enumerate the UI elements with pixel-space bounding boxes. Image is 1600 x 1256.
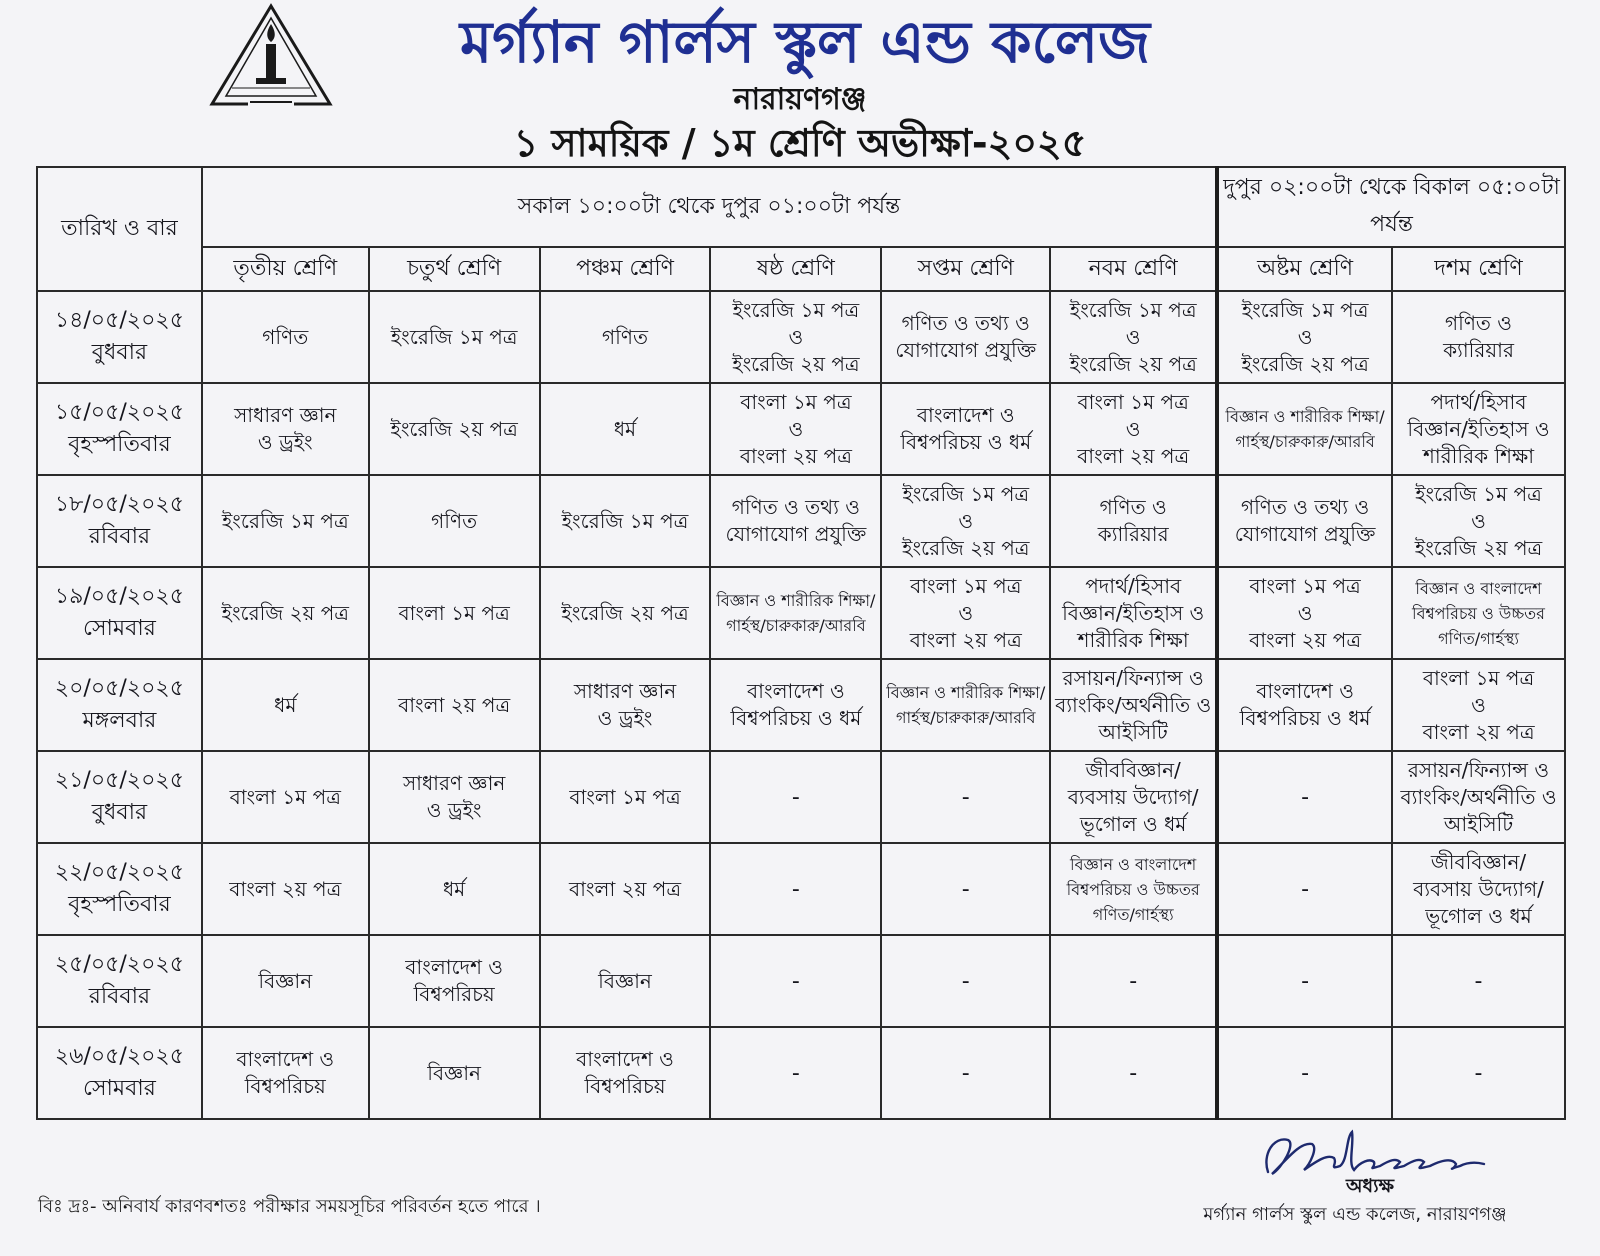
subject-line: - xyxy=(791,784,800,810)
date-cell xyxy=(37,935,202,1027)
subject-line: - xyxy=(1474,968,1483,994)
exam-day: বুধবার xyxy=(91,340,148,365)
subject-line: বিজ্ঞান ও বাংলাদেশ xyxy=(1415,578,1542,598)
subject-line: - xyxy=(961,876,970,902)
subject-line: ইংরেজি ২য় পত্র xyxy=(732,351,860,376)
subject-line: পদার্থ/হিসাব xyxy=(1085,573,1182,598)
subject-line: ইংরেজি ১ম পত্র xyxy=(1241,297,1369,322)
subject-cell xyxy=(710,751,881,843)
subject-line: গণিত ও xyxy=(1445,311,1513,335)
subject-line: বাংলাদেশ ও xyxy=(916,403,1015,427)
subject-cell xyxy=(202,843,369,935)
subject-line: বিজ্ঞান ও শারীরিক শিক্ষা/ xyxy=(716,591,876,610)
subject-line: ও xyxy=(1125,324,1141,349)
subject-line: বাংলা ১ম পত্র xyxy=(740,389,852,414)
table-row xyxy=(37,751,1565,843)
subject-cell xyxy=(540,383,711,475)
subject-line: বাংলা ২য় পত্র xyxy=(229,876,342,901)
subject-line: ধর্ম xyxy=(442,876,466,901)
subject-cell xyxy=(369,843,540,935)
subject-line: বাংলা ১ম পত্র xyxy=(1422,665,1535,690)
subject-line: বিশ্বপরিচয় ও ধর্ম xyxy=(900,430,1032,454)
subject-line: ইংরেজি ১ম পত্র xyxy=(390,324,518,349)
subject-line: বিজ্ঞান ও বাংলাদেশ xyxy=(1070,854,1197,874)
subject-cell xyxy=(1050,475,1217,567)
principal-title: অধ্যক্ষ xyxy=(1345,1175,1394,1197)
principal-organization: মর্গ্যান গার্লস স্কুল এন্ড কলেজ, নারায়ণগঞ্জ xyxy=(1203,1204,1507,1225)
subject-line: বাংলা ১ম পত্র xyxy=(229,784,341,809)
subject-line: বিশ্বপরিচয় ও ধর্ম xyxy=(1239,706,1371,730)
subject-cell xyxy=(1050,1027,1217,1119)
subject-line: - xyxy=(1301,1060,1310,1086)
subject-line: গণিত ও তথ্য ও xyxy=(731,495,860,519)
subject-cell xyxy=(881,751,1050,843)
subject-cell xyxy=(202,659,369,751)
subject-cell xyxy=(1392,567,1565,659)
subject-line: ইংরেজি ২য় পত্র xyxy=(1241,351,1369,376)
subject-cell xyxy=(1050,659,1217,751)
subject-cell xyxy=(369,475,540,567)
subject-cell xyxy=(710,1027,881,1119)
date-cell xyxy=(37,567,202,659)
exam-day: বুধবার xyxy=(91,800,148,825)
subject-line: ও xyxy=(1125,416,1141,441)
subject-line: ইংরেজি ১ম পত্র xyxy=(221,508,349,533)
subject-cell xyxy=(1392,751,1565,843)
subject-cell xyxy=(369,935,540,1027)
subject-line: - xyxy=(961,784,970,810)
subject-line: বিজ্ঞান xyxy=(427,1060,481,1085)
subject-cell xyxy=(881,1027,1050,1119)
subject-cell xyxy=(1392,843,1565,935)
subject-cell xyxy=(1392,659,1565,751)
class-header: সপ্তম শ্রেণি xyxy=(881,247,1050,291)
subject-line: গণিত ও তথ্য ও xyxy=(1240,495,1370,519)
exam-day: মঙ্গলবার xyxy=(82,708,157,733)
subject-line: ও xyxy=(1297,324,1313,349)
subject-cell xyxy=(881,567,1050,659)
subject-line: - xyxy=(1301,784,1310,810)
subject-line: গণিত/গার্হস্থ্য xyxy=(1092,904,1174,924)
subject-line: গণিত ও তথ্য ও xyxy=(901,311,1030,335)
subject-cell xyxy=(1217,291,1392,383)
subject-line: গার্হস্থ/চারুকারু/আরবি xyxy=(896,708,1036,727)
subject-line: - xyxy=(961,968,970,994)
subject-cell xyxy=(202,751,369,843)
subject-line: যোগাযোগ প্রযুক্তি xyxy=(725,522,867,546)
subject-cell xyxy=(1392,935,1565,1027)
subject-cell xyxy=(1217,1027,1392,1119)
table-row xyxy=(37,935,1565,1027)
subject-cell xyxy=(540,843,711,935)
subject-cell xyxy=(881,935,1050,1027)
subject-line: - xyxy=(961,1060,970,1086)
subject-line: ক্যারিয়ার xyxy=(1097,522,1169,546)
subject-cell xyxy=(540,659,711,751)
subject-cell xyxy=(369,383,540,475)
date-cell xyxy=(37,383,202,475)
subject-cell xyxy=(202,567,369,659)
subject-line: বাংলা ২য় পত্র xyxy=(909,627,1022,652)
subject-line: বাংলা ২য় পত্র xyxy=(739,443,852,468)
district-name: নারায়ণগঞ্জ xyxy=(733,82,867,117)
class-header: চতুর্থ শ্রেণি xyxy=(369,247,540,291)
subject-cell xyxy=(1050,567,1217,659)
subject-cell xyxy=(540,291,711,383)
subject-cell xyxy=(710,659,881,751)
subject-line: - xyxy=(791,876,800,902)
subject-cell xyxy=(1392,1027,1565,1119)
subject-line: - xyxy=(1301,968,1310,994)
subject-cell xyxy=(1392,475,1565,567)
exam-day: রবিবার xyxy=(88,984,151,1009)
subject-cell xyxy=(1217,567,1392,659)
subject-line: বিশ্বপরিচয় xyxy=(584,1074,666,1098)
subject-line: বিশ্বপরিচয় xyxy=(413,982,495,1006)
exam-date: ২৬/০৫/২০২৫ xyxy=(54,1044,185,1069)
subject-cell xyxy=(540,751,711,843)
subject-cell xyxy=(1050,291,1217,383)
exam-day: বৃহস্পতিবার xyxy=(68,432,171,457)
subject-line: ধর্ম xyxy=(274,692,297,717)
subject-cell xyxy=(1050,751,1217,843)
school-name: মর্গ্যান গার্লস স্কুল এন্ড কলেজ xyxy=(459,8,1151,76)
subject-cell xyxy=(202,383,369,475)
subject-line: বাংলা ২য় পত্র xyxy=(1077,443,1190,468)
subject-line: বাংলাদেশ ও xyxy=(405,955,503,979)
subject-cell xyxy=(710,935,881,1027)
subject-line: বাংলা ১ম পত্র xyxy=(1249,573,1361,598)
subject-cell xyxy=(202,475,369,567)
subject-line: বাংলাদেশ ও xyxy=(576,1047,674,1071)
table-row xyxy=(37,475,1565,567)
subject-line: - xyxy=(1301,876,1310,902)
notice-text: বিঃ দ্রঃ- অনিবার্য কারণবশতঃ পরীক্ষার সময়সূচির পরিবর্তন হতে পারে । xyxy=(38,1196,541,1217)
subject-line: যোগাযোগ প্রযুক্তি xyxy=(1234,522,1376,546)
subject-line: গণিত/গার্হস্থ্য xyxy=(1438,628,1519,648)
class-header: নবম শ্রেণি xyxy=(1050,247,1217,291)
subject-line: ও ড্রইং xyxy=(257,430,313,454)
exam-date: ২৫/০৫/২০২৫ xyxy=(54,952,185,977)
table-row xyxy=(37,383,1565,475)
subject-line: বিজ্ঞান/ইতিহাস ও xyxy=(1062,600,1205,625)
subject-cell xyxy=(710,291,881,383)
subject-line: বাংলা ১ম পত্র xyxy=(398,600,510,625)
subject-line: - xyxy=(1129,968,1138,994)
subject-cell xyxy=(369,751,540,843)
date-cell xyxy=(37,475,202,567)
subject-line: শারীরিক শিক্ষা xyxy=(1077,627,1189,652)
subject-cell xyxy=(540,1027,711,1119)
subject-cell xyxy=(1217,843,1392,935)
subject-line: ব্যাংকিং/অর্থনীতি ও xyxy=(1400,784,1557,809)
morning-shift-header: সকাল ১০:০০টা থেকে দুপুর ০১:০০টা পর্যন্ত xyxy=(202,167,1217,247)
subject-line: ও ড্রইং xyxy=(597,706,653,730)
subject-line: বিজ্ঞান/ইতিহাস ও xyxy=(1407,416,1550,441)
subject-line: বিশ্বপরিচয় xyxy=(244,1074,326,1098)
subject-line: বিজ্ঞান xyxy=(598,968,652,993)
subject-line: ব্যাংকিং/অর্থনীতি ও xyxy=(1055,692,1212,717)
subject-line: বাংলা ২য় পত্র xyxy=(1422,719,1535,744)
subject-line: ইংরেজি ১ম পত্র xyxy=(1415,481,1542,506)
exam-date: ১৯/০৫/২০২৫ xyxy=(54,584,184,609)
subject-line: শারীরিক শিক্ষা xyxy=(1423,443,1535,468)
subject-line: ইংরেজি ২য় পত্র xyxy=(561,600,689,625)
subject-line: - xyxy=(791,968,800,994)
subject-cell xyxy=(540,567,711,659)
subject-line: বিজ্ঞান ও শারীরিক শিক্ষা/ xyxy=(886,683,1046,702)
afternoon-shift-header: দুপুর ০২:০০টা থেকে বিকাল ০৫:০০টা পর্যন্ত xyxy=(1217,167,1565,247)
subject-line: বিজ্ঞান ও শারীরিক শিক্ষা/ xyxy=(1225,407,1385,426)
subject-line: ইংরেজি ২য় পত্র xyxy=(221,600,349,625)
subject-cell xyxy=(881,291,1050,383)
subject-line: ভূগোল ও ধর্ম xyxy=(1425,903,1532,928)
subject-line: ব্যবসায় উদ্যোগ/ xyxy=(1067,784,1199,809)
subject-line: বাংলাদেশ ও xyxy=(236,1047,335,1071)
subject-cell xyxy=(202,935,369,1027)
subject-cell xyxy=(369,291,540,383)
subject-line: রসায়ন/ফিন্যান্স ও xyxy=(1407,757,1550,782)
exam-date: ২২/০৫/২০২৫ xyxy=(54,860,185,885)
subject-cell xyxy=(1217,935,1392,1027)
date-cell xyxy=(37,291,202,383)
subject-cell xyxy=(881,383,1050,475)
subject-line: ইংরেজি ১ম পত্র xyxy=(732,297,860,322)
subject-cell xyxy=(1217,659,1392,751)
subject-cell xyxy=(710,475,881,567)
subject-line: পদার্থ/হিসাব xyxy=(1430,389,1527,414)
routine-body xyxy=(37,291,1565,1119)
subject-line: ও xyxy=(1471,692,1486,717)
subject-line: - xyxy=(1129,1060,1138,1086)
subject-line: আইসিটি xyxy=(1443,811,1514,836)
exam-date: ১৮/০৫/২০২৫ xyxy=(54,492,184,517)
subject-line: জীববিজ্ঞান/ xyxy=(1430,849,1527,874)
subject-line: ক্যারিয়ার xyxy=(1443,338,1514,362)
exam-date: ২১/০৫/২০২৫ xyxy=(54,768,185,793)
subject-cell xyxy=(540,475,711,567)
class-header: পঞ্চম শ্রেণি xyxy=(540,247,711,291)
date-cell xyxy=(37,843,202,935)
subject-cell xyxy=(369,567,540,659)
subject-line: বাংলা ১ম পত্র xyxy=(569,784,681,809)
subject-line: ও xyxy=(788,416,804,441)
exam-date: ১৫/০৫/২০২৫ xyxy=(54,400,184,425)
subject-line: গণিত xyxy=(262,324,309,349)
date-cell xyxy=(37,659,202,751)
subject-line: ইংরেজি ১ম পত্র xyxy=(561,508,689,533)
subject-line: ইংরেজি ১ম পত্র xyxy=(1069,297,1197,322)
subject-line: সাধারণ জ্ঞান xyxy=(402,771,506,795)
subject-line: যোগাযোগ প্রযুক্তি xyxy=(895,338,1037,362)
subject-cell xyxy=(202,1027,369,1119)
subject-line: ভূগোল ও ধর্ম xyxy=(1079,811,1187,836)
date-column-header: তারিখ ও বার xyxy=(37,167,202,291)
subject-cell xyxy=(1050,935,1217,1027)
subject-line: বাংলা ২য় পত্র xyxy=(569,876,682,901)
exam-day: বৃহস্পতিবার xyxy=(68,892,171,917)
table-row xyxy=(37,659,1565,751)
subject-line: ইংরেজি ২য় পত্র xyxy=(390,416,518,441)
class-header: তৃতীয় শ্রেণি xyxy=(202,247,369,291)
exam-title: ১ সাময়িক / ১ম শ্রেণি অভীক্ষা-২০২৫ xyxy=(513,121,1087,165)
subject-cell xyxy=(710,843,881,935)
date-cell xyxy=(37,751,202,843)
subject-line: ইংরেজি ২য় পত্র xyxy=(902,535,1030,560)
class-header: দশম শ্রেণি xyxy=(1392,247,1565,291)
table-row xyxy=(37,291,1565,383)
subject-line: ইংরেজি ২য় পত্র xyxy=(1414,535,1543,560)
subject-line: আইসিটি xyxy=(1098,719,1168,744)
exam-date: ২০/০৫/২০২৫ xyxy=(54,676,185,701)
subject-line: ও xyxy=(788,324,804,349)
subject-line: বাংলাদেশ ও xyxy=(1256,679,1354,703)
subject-cell xyxy=(710,383,881,475)
subject-line: বাংলা ১ম পত্র xyxy=(1077,389,1189,414)
class-header: ষষ্ঠ শ্রেণি xyxy=(710,247,881,291)
subject-line: ব্যবসায় উদ্যোগ/ xyxy=(1413,876,1544,901)
subject-cell xyxy=(881,843,1050,935)
exam-day: রবিবার xyxy=(88,524,151,549)
subject-line: - xyxy=(1474,1060,1483,1086)
subject-cell xyxy=(1217,751,1392,843)
subject-line: বিশ্বপরিচয় ও উচ্চতর xyxy=(1412,603,1545,623)
subject-cell xyxy=(1217,475,1392,567)
table-row xyxy=(37,1027,1565,1119)
subject-cell xyxy=(1050,383,1217,475)
subject-line: ও xyxy=(958,508,974,533)
subject-line: ধর্ম xyxy=(613,416,637,441)
subject-cell xyxy=(1217,383,1392,475)
subject-line: বাংলা ১ম পত্র xyxy=(910,573,1022,598)
subject-line: বিজ্ঞান xyxy=(258,968,313,993)
exam-date: ১৪/০৫/২০২৫ xyxy=(54,308,184,333)
subject-line: ও xyxy=(1297,600,1313,625)
subject-cell xyxy=(1392,291,1565,383)
subject-line: গার্হস্থ/চারুকারু/আরবি xyxy=(726,616,866,635)
subject-cell xyxy=(369,659,540,751)
table-row xyxy=(37,843,1565,935)
table-row xyxy=(37,567,1565,659)
class-header: অষ্টম শ্রেণি xyxy=(1217,247,1392,291)
subject-line: গার্হস্থ/চারুকারু/আরবি xyxy=(1235,432,1375,451)
subject-line: বিশ্বপরিচয় ও উচ্চতর xyxy=(1066,879,1200,899)
subject-line: গণিত xyxy=(431,508,478,533)
subject-line: ও xyxy=(958,600,974,625)
subject-cell xyxy=(369,1027,540,1119)
subject-line: বিশ্বপরিচয় ও ধর্ম xyxy=(730,706,862,730)
subject-line: সাধারণ জ্ঞান xyxy=(234,403,337,427)
subject-line: গণিত xyxy=(602,324,648,349)
subject-line: রসায়ন/ফিন্যান্স ও xyxy=(1062,665,1204,690)
exam-day: সোমবার xyxy=(83,616,156,641)
subject-line: ও ড্রইং xyxy=(426,798,482,822)
subject-line: বাংলা ২য় পত্র xyxy=(1249,627,1362,652)
subject-cell xyxy=(881,475,1050,567)
subject-line: বাংলা ২য় পত্র xyxy=(398,692,511,717)
subject-cell xyxy=(881,659,1050,751)
subject-cell xyxy=(1392,383,1565,475)
subject-cell xyxy=(540,935,711,1027)
subject-line: বাংলাদেশ ও xyxy=(747,679,845,703)
subject-line: গণিত ও xyxy=(1099,495,1167,519)
subject-line: জীববিজ্ঞান/ xyxy=(1085,757,1181,782)
subject-line: - xyxy=(791,1060,800,1086)
subject-cell xyxy=(710,567,881,659)
subject-line: সাধারণ জ্ঞান xyxy=(573,679,677,703)
subject-cell xyxy=(1050,843,1217,935)
subject-cell xyxy=(202,291,369,383)
subject-line: ও xyxy=(1471,508,1486,533)
subject-line: ইংরেজি ২য় পত্র xyxy=(1069,351,1197,376)
date-cell xyxy=(37,1027,202,1119)
exam-day: সোমবার xyxy=(83,1076,156,1101)
exam-routine-table xyxy=(36,166,1566,1120)
subject-line: ইংরেজি ১ম পত্র xyxy=(902,481,1030,506)
